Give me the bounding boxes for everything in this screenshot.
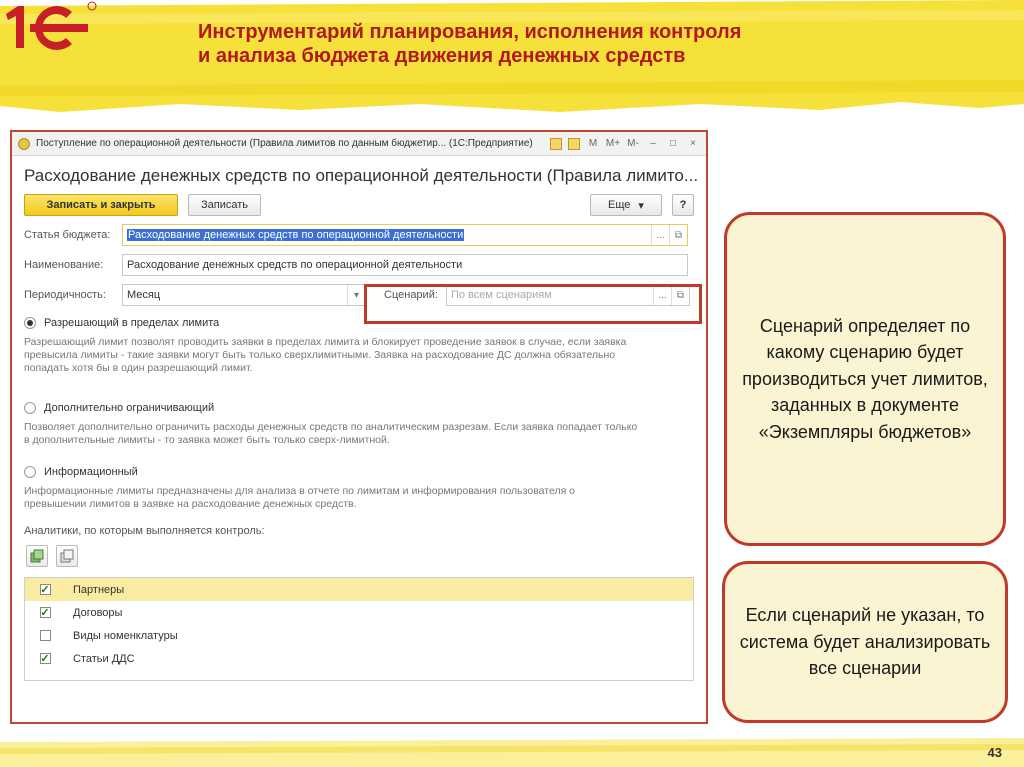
footer-brush-stroke <box>0 736 1024 767</box>
scenario-label: Сценарий: <box>384 289 438 301</box>
analytics-label: Аналитики, по которым выполняется контроль: <box>24 525 265 537</box>
calendar-icon[interactable] <box>550 138 562 150</box>
analytics-toolbar <box>12 537 706 573</box>
no-scenario-callout <box>722 561 1008 723</box>
periodicity-select[interactable] <box>122 284 366 306</box>
table-row[interactable] <box>25 624 693 647</box>
maximize-button[interactable]: □ <box>669 138 677 149</box>
scenario-highlight-frame <box>364 284 702 324</box>
memory-button[interactable]: M <box>588 138 598 149</box>
option-description: Позволяет дополнительно ограничить расходы денежных средств по аналитическим разрезам. Если заявка попадает только в дополнительные лимиты - то заявка может быть только сверх-лимитной. <box>24 421 638 446</box>
name-value: Расходование денежных средств по операционной деятельности <box>127 259 463 271</box>
table-row[interactable] <box>25 647 693 670</box>
budget-item-field[interactable] <box>122 224 688 246</box>
row-label: Статьи ДДС <box>73 652 135 665</box>
option-label: Дополнительно ограничивающий <box>44 402 215 414</box>
budget-item-value: Расходование денежных средств по операционной деятельности <box>128 229 464 241</box>
radio-button[interactable] <box>24 402 36 414</box>
check-all-button[interactable] <box>26 545 48 567</box>
option-label: Информационный <box>44 466 138 478</box>
option-description: Информационные лимиты предназначены для анализа в отчете по лимитам и информирования пользователя о превышении лимитов в заявке на расходование денежных средств. <box>24 485 576 510</box>
header-band <box>0 0 1024 118</box>
open-icon[interactable]: ⧉ <box>669 225 687 245</box>
radio-button[interactable] <box>24 466 36 478</box>
name-field[interactable] <box>122 254 688 276</box>
1c-logo <box>0 0 100 56</box>
calculator-icon[interactable] <box>568 138 580 150</box>
page-number: 43 <box>987 745 1002 760</box>
checkbox-checked[interactable]: ✓ <box>40 652 50 665</box>
option-informational[interactable] <box>12 461 706 483</box>
name-label: Наименование: <box>24 259 104 271</box>
periodicity-value: Месяц <box>127 289 161 301</box>
budget-item-row <box>12 220 706 250</box>
scenario-placeholder: По всем сценариям <box>451 289 552 301</box>
no-scenario-callout-text: Если сценарий не указан, то система будет анализировать все сценарии <box>739 605 991 679</box>
table-row[interactable] <box>25 578 693 601</box>
checkbox-unchecked[interactable] <box>40 630 51 641</box>
chevron-down-icon[interactable]: ▾ <box>347 285 365 305</box>
row-label: Виды номенклатуры <box>73 629 178 642</box>
row-label: Договоры <box>73 606 123 619</box>
slide-title: Инструментарий планирования, исполнения контроля и анализа бюджета движения денежных средств <box>198 21 742 67</box>
memory-plus-button[interactable]: M+ <box>605 138 621 149</box>
dropdown-arrow-icon: ▾ <box>638 199 644 212</box>
analytics-table <box>24 577 694 681</box>
close-button[interactable]: × <box>690 138 696 149</box>
select-ellipsis-button[interactable]: ... <box>651 225 669 245</box>
minimize-button[interactable]: – <box>650 138 656 149</box>
more-button-label: Еще <box>608 199 631 211</box>
uncheck-all-button[interactable] <box>56 545 78 567</box>
scenario-callout-text: Сценарий определяет по какому сценарию будет производиться учет лимитов, заданных в документе «Экземпляры бюджетов» <box>742 315 988 442</box>
option-label: Разрешающий в пределах лимита <box>44 317 220 329</box>
checkbox-checked[interactable]: ✓ <box>40 583 50 596</box>
app-icon <box>18 138 30 150</box>
form-toolbar <box>12 190 706 220</box>
memory-minus-button[interactable]: M- <box>627 138 639 149</box>
option-additional[interactable] <box>12 397 706 419</box>
form-title: Расходование денежных средств по операционной деятельности (Правила лимито... <box>24 166 699 185</box>
scenario-callout <box>724 212 1006 546</box>
window-titlebar <box>12 132 706 156</box>
checkbox-checked[interactable]: ✓ <box>40 606 50 619</box>
more-button[interactable] <box>590 194 662 216</box>
select-ellipsis-button[interactable]: ... <box>653 285 671 305</box>
name-row <box>12 250 706 280</box>
save-and-close-button[interactable]: Записать и закрыть <box>24 194 178 216</box>
option-description: Разрешающий лимит позволят проводить заявки в пределах лимита и блокирует проведение заявок в случае, если заявка превысила лимиты - такие заявки могут быть только сверхлимитными. Заявка на расходование ДС должна обязательно попадать хотя бы в один разрешающий лимит. <box>24 336 627 374</box>
help-button[interactable]: ? <box>672 194 694 216</box>
check-all-icon <box>30 549 44 563</box>
uncheck-all-icon <box>60 549 74 563</box>
window-title: Поступление по операционной деятельности (Правила лимитов по данным бюджетир... (1С:Предприятие) <box>36 138 533 149</box>
table-row[interactable] <box>25 601 693 624</box>
save-button[interactable]: Записать <box>188 194 261 216</box>
open-icon[interactable]: ⧉ <box>671 285 689 305</box>
radio-button-checked[interactable] <box>24 317 36 329</box>
budget-item-label: Статья бюджета: <box>24 229 111 241</box>
app-window <box>10 130 708 724</box>
periodicity-label: Периодичность: <box>24 289 106 301</box>
row-label: Партнеры <box>73 583 125 596</box>
